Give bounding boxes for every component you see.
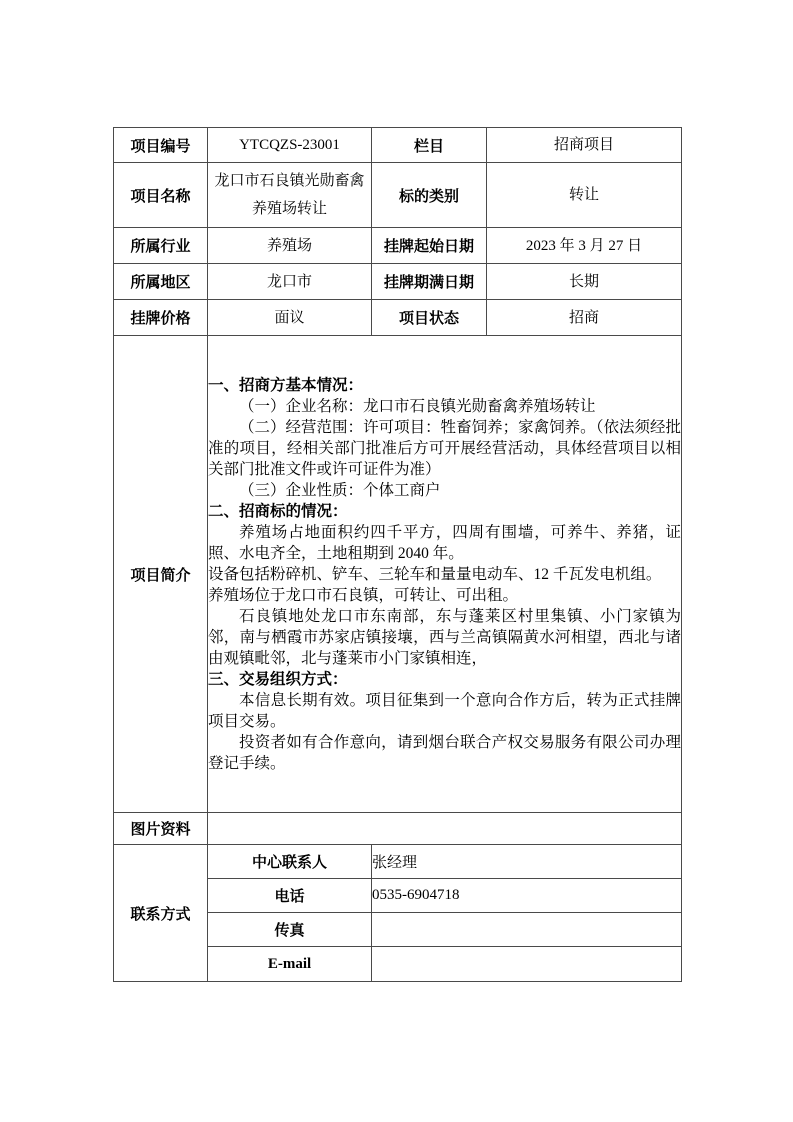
table-row	[114, 300, 682, 336]
value-project-name: 龙口市石良镇光勋畜禽养殖场转让	[208, 163, 372, 228]
intro-paragraph: 设备包括粉碎机、铲车、三轮车和量量电动车、12 千瓦发电机组。	[208, 565, 662, 583]
label-email: E-mail	[208, 947, 372, 982]
value-listing-start-date: 2023 年 3 月 27 日	[487, 228, 682, 264]
label-contact-person: 中心联系人	[208, 845, 372, 879]
value-email	[372, 947, 682, 982]
value-listing-end-date: 长期	[487, 264, 682, 300]
intro-heading-2: 二、招商标的情况：	[208, 502, 348, 520]
label-project-name: 项目名称	[114, 163, 208, 228]
intro-paragraph: （一）企业名称：龙口市石良镇光勋畜禽养殖场转让	[239, 397, 596, 415]
value-phone: 0535-6904718	[372, 879, 682, 913]
value-listing-price: 面议	[208, 300, 372, 336]
label-region: 所属地区	[114, 264, 208, 300]
label-image-materials: 图片资料	[114, 813, 208, 845]
project-info-table	[113, 127, 682, 982]
value-project-id: YTCQZS-23001	[208, 128, 372, 163]
table-row	[114, 813, 682, 845]
table-row	[114, 128, 682, 163]
intro-paragraph: 养殖场位于龙口市石良镇，可转让、可出租。	[208, 586, 519, 604]
table-row	[114, 336, 682, 813]
label-listing-end-date: 挂牌期满日期	[372, 264, 487, 300]
intro-paragraph: 本信息长期有效。项目征集到一个意向合作方后，转为正式挂牌项目交易。	[208, 691, 681, 730]
label-fax: 传真	[208, 913, 372, 947]
value-industry: 养殖场	[208, 228, 372, 264]
intro-heading-1: 一、招商方基本情况：	[208, 376, 364, 394]
intro-paragraph: 石良镇地处龙口市东南部，东与蓬莱区村里集镇、小门家镇为邻，南与栖霞市苏家店镇接壤，西与兰高镇隔黄水河相望，西北与诸由观镇毗邻，北与蓬莱市小门家镇相连，	[208, 607, 681, 667]
label-phone: 电话	[208, 879, 372, 913]
intro-heading-3: 三、交易组织方式：	[208, 670, 348, 688]
image-materials-content	[208, 813, 682, 845]
label-listing-start-date: 挂牌起始日期	[372, 228, 487, 264]
intro-paragraph: （二）经营范围：许可项目：牲畜饲养；家禽饲养。（依法须经批准的项目，经相关部门批准后方可开展经营活动，具体经营项目以相关部门批准文件或许可证件为准）	[208, 418, 681, 478]
value-contact-person: 张经理	[372, 845, 682, 879]
table-row	[114, 845, 682, 879]
value-region: 龙口市	[208, 264, 372, 300]
value-project-status: 招商	[487, 300, 682, 336]
label-project-intro: 项目简介	[114, 336, 208, 813]
label-industry: 所属行业	[114, 228, 208, 264]
label-listing-price: 挂牌价格	[114, 300, 208, 336]
project-intro-content	[208, 336, 682, 813]
value-category: 招商项目	[487, 128, 682, 163]
label-category: 栏目	[372, 128, 487, 163]
table-row	[114, 264, 682, 300]
intro-paragraph: （三）企业性质：个体工商户	[239, 481, 441, 499]
label-project-id: 项目编号	[114, 128, 208, 163]
table-row	[114, 228, 682, 264]
value-fax	[372, 913, 682, 947]
intro-paragraph: 养殖场占地面积约四千平方，四周有围墙，可养牛、养猪，证照、水电齐全，土地租期到 2040 年。	[208, 523, 681, 562]
intro-paragraph: 投资者如有合作意向，请到烟台联合产权交易服务有限公司办理登记手续。	[208, 733, 681, 772]
table-row	[114, 163, 682, 228]
value-target-type: 转让	[487, 163, 682, 228]
label-project-status: 项目状态	[372, 300, 487, 336]
label-target-type: 标的类别	[372, 163, 487, 228]
label-contact-info: 联系方式	[114, 845, 208, 982]
